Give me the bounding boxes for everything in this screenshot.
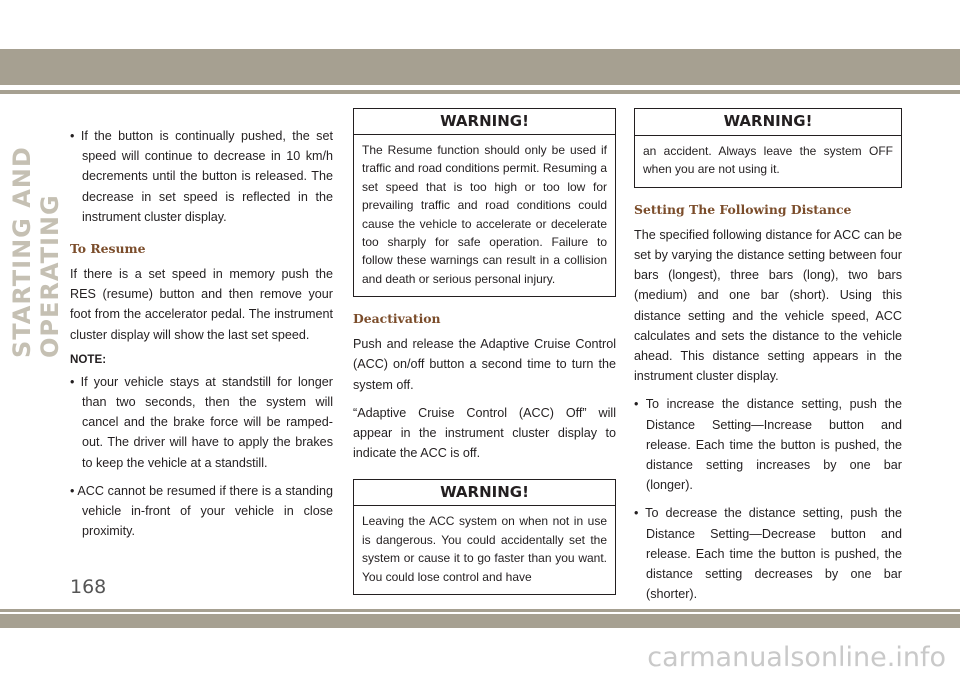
warning-box-resume — [353, 108, 616, 297]
warning-text: The Resume function should only be used if traffic and road conditions permit. Resuming a set speed that is too high or too low for prevailing traffic and road conditions could cause the vehicle to accelerate or decelerate too sharply for safe operation. Failure to follow these warnings can result in a collision and death or serious personal injury. — [362, 143, 607, 286]
header-bar — [0, 49, 960, 85]
column-middle — [353, 108, 616, 609]
bullet-list-top — [70, 126, 333, 227]
list-item: • If your vehicle stays at standstill for longer than two seconds, then the system will cancel and the brake force will be ramped-out. The driver will have to apply the brakes to keep the vehicle at a standstill. — [70, 372, 333, 473]
top-band — [0, 0, 960, 49]
deactivation-paragraph-1: Push and release the Adaptive Cruise Control (ACC) on/off button a second time to turn the system off. — [353, 337, 616, 392]
heading-deactivation: Deactivation — [353, 311, 441, 327]
watermark: carmanualsonline.info — [647, 642, 946, 673]
list-item: • If the button is continually pushed, the set speed will continue to decrease in 10 km/h decrements until the button is released. The decrease in set speed is reflected in the instrument cluster display. — [70, 126, 333, 227]
footer-bar — [0, 614, 960, 628]
section-side-title: STARTING AND OPERATING — [8, 146, 64, 358]
list-item: • To increase the distance setting, push the Distance Setting—Increase button and release. Each time the button is pushed, the distance setting increases by one bar (longer). — [634, 394, 902, 495]
warning-title: WARNING! — [354, 480, 615, 506]
resume-paragraph: If there is a set speed in memory push the RES (resume) button and then remove your foot from the accelerator pedal. The instrument cluster display will show the last set speed. — [70, 267, 333, 342]
page-number: 168 — [70, 576, 107, 598]
column-right — [634, 108, 902, 612]
heading-to-resume: To Resume — [70, 241, 146, 257]
warning-box-acc-on — [353, 479, 616, 595]
header-rule — [0, 90, 960, 94]
list-item: • ACC cannot be resumed if there is a standing vehicle in-front of your vehicle in close proximity. — [70, 481, 333, 542]
warning-box-continued — [634, 108, 902, 188]
heading-following-distance: Setting The Following Distance — [634, 201, 852, 217]
distance-list — [634, 394, 902, 604]
footer-rule — [0, 609, 960, 612]
note-label: NOTE: — [70, 352, 107, 366]
warning-text: Leaving the ACC system on when not in use is dangerous. You could accidentally set the system or cause it to go faster than you want. You could lose control and have — [362, 514, 607, 584]
warning-title: WARNING! — [354, 109, 615, 135]
column-left — [70, 126, 333, 549]
warning-title: WARNING! — [635, 109, 901, 136]
warning-text: an accident. Always leave the system OFF when you are not using it. — [643, 144, 893, 177]
deactivation-paragraph-2: “Adaptive Cruise Control (ACC) Off” will appear in the instrument cluster display to indicate the ACC is off. — [353, 405, 616, 461]
distance-paragraph: The specified following distance for ACC can be set by varying the distance setting between four bars (longest), three bars (long), two bars (medium) and one bar (short). Using this distance setting and the vehicle speed, ACC calculates and sets the distance to the vehicle ahead. This distance setting appears in the instrument cluster display. — [634, 227, 902, 384]
note-list — [70, 372, 333, 542]
list-item: • To decrease the distance setting, push the Distance Setting—Decrease button and release. Each time the button is pushed, the distance setting decreases by one bar (shorter). — [634, 503, 902, 604]
